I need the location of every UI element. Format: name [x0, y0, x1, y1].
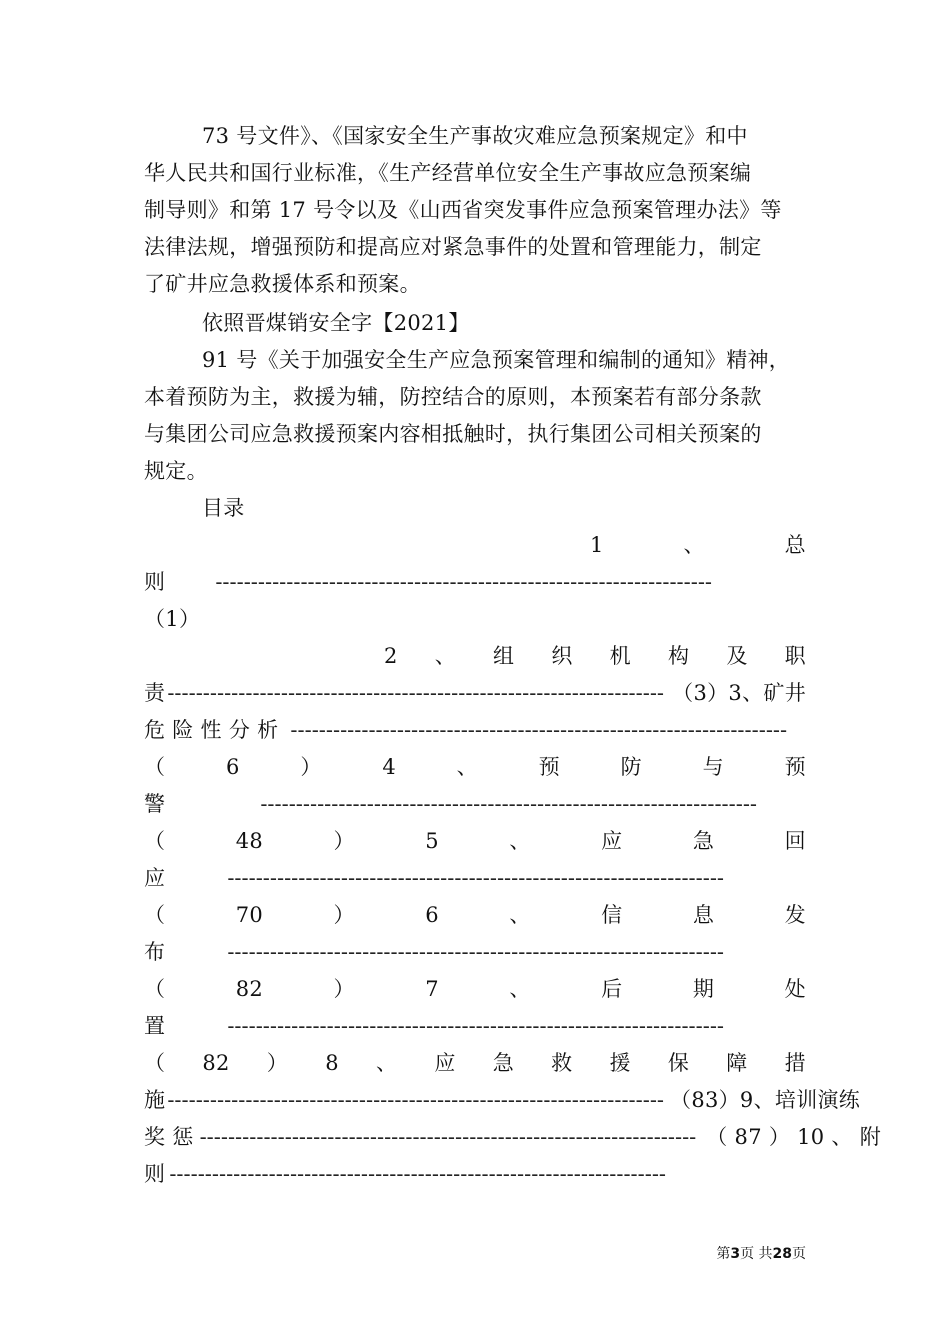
toc-token: 后 — [601, 977, 623, 1001]
toc-token: 、 — [509, 829, 531, 853]
toc-leader: ---------------------------------------------------------------------- — [290, 718, 788, 742]
page-footer — [600, 1244, 806, 1264]
toc-entry-6-head — [144, 897, 806, 934]
toc-token: （ — [144, 977, 166, 1001]
paragraph-line: 制导则》和第 17 号令以及《山西省突发事件应急预案管理办法》等 — [144, 198, 782, 222]
toc-entry-1-head — [590, 527, 806, 564]
toc-token: 与 — [702, 755, 724, 779]
toc-leader: ---------------------------------------------------------------------- — [167, 1088, 665, 1112]
toc-entry-5-body — [144, 860, 806, 897]
toc-token: 援 — [609, 1051, 631, 1075]
toc-entry-8-head — [144, 1045, 806, 1082]
toc-text: 责 — [144, 681, 166, 705]
toc-text: 布 — [144, 940, 166, 964]
toc-leader: ---------------------------------------------------------------------- — [167, 681, 665, 705]
toc-token: 、 — [434, 644, 456, 668]
toc-token: 急 — [492, 1051, 515, 1075]
paragraph-line: 依照晋煤销安全字【2021】 — [202, 311, 470, 335]
toc-text: 警 — [144, 792, 166, 816]
toc-entry-4-body — [144, 786, 806, 823]
toc-entry-8-body — [144, 1082, 861, 1119]
toc-token: 、 — [509, 903, 531, 927]
toc-leader: ---------------------------------------------------------------------- — [227, 940, 725, 964]
paragraph-line: 华人民共和国行业标准，《生产经营单位安全生产事故应急预案编 — [144, 161, 752, 185]
footer-prefix: 第 — [716, 1246, 731, 1262]
footer-page-number: 3 — [730, 1246, 741, 1262]
toc-token: 构 — [668, 644, 690, 668]
toc-token: 1 — [590, 533, 604, 557]
toc-text: （3）3、矿井 — [672, 681, 806, 705]
toc-text: （ 87 ） 10 、 附 — [706, 1125, 882, 1149]
toc-token: 及 — [726, 644, 748, 668]
toc-token: 、 — [509, 977, 531, 1001]
toc-token: （ — [144, 755, 166, 779]
toc-leader: ---------------------------------------------------------------------- — [227, 866, 725, 890]
toc-token: 回 — [784, 829, 806, 853]
toc-token: 措 — [784, 1051, 806, 1075]
toc-token: 信 — [601, 903, 623, 927]
toc-token: 发 — [784, 903, 806, 927]
paragraph-line: 规定。 — [144, 459, 208, 483]
toc-token: （ — [144, 903, 166, 927]
toc-entry-3-body — [144, 712, 806, 749]
paragraph-line: 与集团公司应急救援预案内容相抵触时，执行集团公司相关预案的 — [144, 422, 762, 446]
paragraph-line: 91 号《关于加强安全生产应急预案管理和编制的通知》精神， — [202, 348, 791, 372]
paragraph-line: 法律法规，增强预防和提高应对紧急事件的处置和管理能力，制定 — [144, 235, 762, 259]
toc-token: 70 — [235, 903, 264, 927]
toc-leader: ---------------------------------------------------------------------- — [199, 1125, 697, 1149]
toc-entry-9-body — [144, 1119, 882, 1156]
toc-entry-4-head — [144, 749, 806, 786]
toc-token: 处 — [784, 977, 806, 1001]
toc-text: （83）9、培训演练 — [670, 1088, 861, 1112]
toc-entry-5-head — [144, 823, 806, 860]
toc-token: 82 — [202, 1051, 230, 1075]
paragraph-line: 73 号文件》、《国家安全生产事故灾难应急预案规定》和中 — [202, 124, 748, 148]
toc-leader: ---------------------------------------------------------------------- — [227, 1014, 725, 1038]
toc-token: 总 — [784, 533, 806, 557]
toc-token: 、 — [683, 533, 705, 557]
toc-token: ） — [333, 903, 355, 927]
toc-token: 机 — [609, 644, 631, 668]
toc-entry-7-body — [144, 1008, 806, 1045]
toc-token: （ — [144, 1051, 166, 1075]
toc-token: 织 — [551, 644, 573, 668]
toc-token: 职 — [784, 644, 806, 668]
toc-token: 8 — [325, 1051, 339, 1075]
toc-token: 预 — [538, 755, 560, 779]
toc-text: 危 险 性 分 析 — [144, 718, 279, 742]
toc-token: （ — [144, 829, 166, 853]
toc-token: 应 — [601, 829, 623, 853]
toc-page-number: （1） — [144, 607, 201, 631]
toc-token: 期 — [692, 977, 715, 1001]
footer-suffix: 页 — [792, 1246, 806, 1262]
toc-token: 、 — [456, 755, 478, 779]
footer-total-pages: 28 — [772, 1246, 792, 1262]
toc-entry-2-head — [384, 638, 806, 675]
footer-mid: 页 共 — [740, 1246, 773, 1262]
toc-entry-7-head — [144, 971, 806, 1008]
toc-token: 应 — [434, 1051, 456, 1075]
toc-token: 82 — [235, 977, 264, 1001]
toc-text: 奖 惩 — [144, 1125, 194, 1149]
toc-token: 急 — [692, 829, 715, 853]
toc-token: ） — [300, 755, 322, 779]
toc-token: 障 — [726, 1051, 748, 1075]
toc-text: 应 — [144, 866, 166, 890]
toc-token: ） — [266, 1051, 289, 1075]
toc-token: 6 — [425, 903, 439, 927]
toc-token: 48 — [235, 829, 264, 853]
toc-token: 2 — [384, 644, 398, 668]
toc-token: 防 — [620, 755, 642, 779]
paragraph-line: 了矿井应急救援体系和预案。 — [144, 272, 421, 296]
toc-token: 4 — [382, 755, 396, 779]
toc-entry-6-body — [144, 934, 806, 971]
toc-token: 组 — [493, 644, 515, 668]
toc-token: 息 — [692, 903, 715, 927]
toc-text: 施 — [144, 1088, 166, 1112]
toc-token: 保 — [667, 1051, 690, 1075]
toc-leader: ---------------------------------------------------------------------- — [260, 792, 758, 816]
paragraph-line: 本着预防为主，救援为辅，防控结合的原则，本预案若有部分条款 — [144, 385, 762, 409]
toc-token: 5 — [425, 829, 439, 853]
toc-token: 6 — [225, 755, 240, 779]
toc-token: 7 — [425, 977, 439, 1001]
toc-entry-10-body — [144, 1156, 806, 1193]
toc-title: 目录 — [202, 496, 245, 520]
toc-text: 则 — [144, 570, 166, 594]
toc-entry-2-body — [144, 675, 806, 712]
toc-token: 、 — [375, 1051, 398, 1075]
toc-entry-1-body — [144, 564, 806, 601]
toc-token: 救 — [551, 1051, 573, 1075]
toc-leader: ---------------------------------------------------------------------- — [215, 570, 713, 594]
toc-text: 置 — [144, 1014, 166, 1038]
toc-leader: ---------------------------------------------------------------------- — [169, 1162, 667, 1186]
toc-token: ） — [333, 977, 355, 1001]
toc-token: 预 — [784, 755, 806, 779]
toc-text: 则 — [144, 1162, 166, 1186]
toc-token: ） — [333, 829, 355, 853]
